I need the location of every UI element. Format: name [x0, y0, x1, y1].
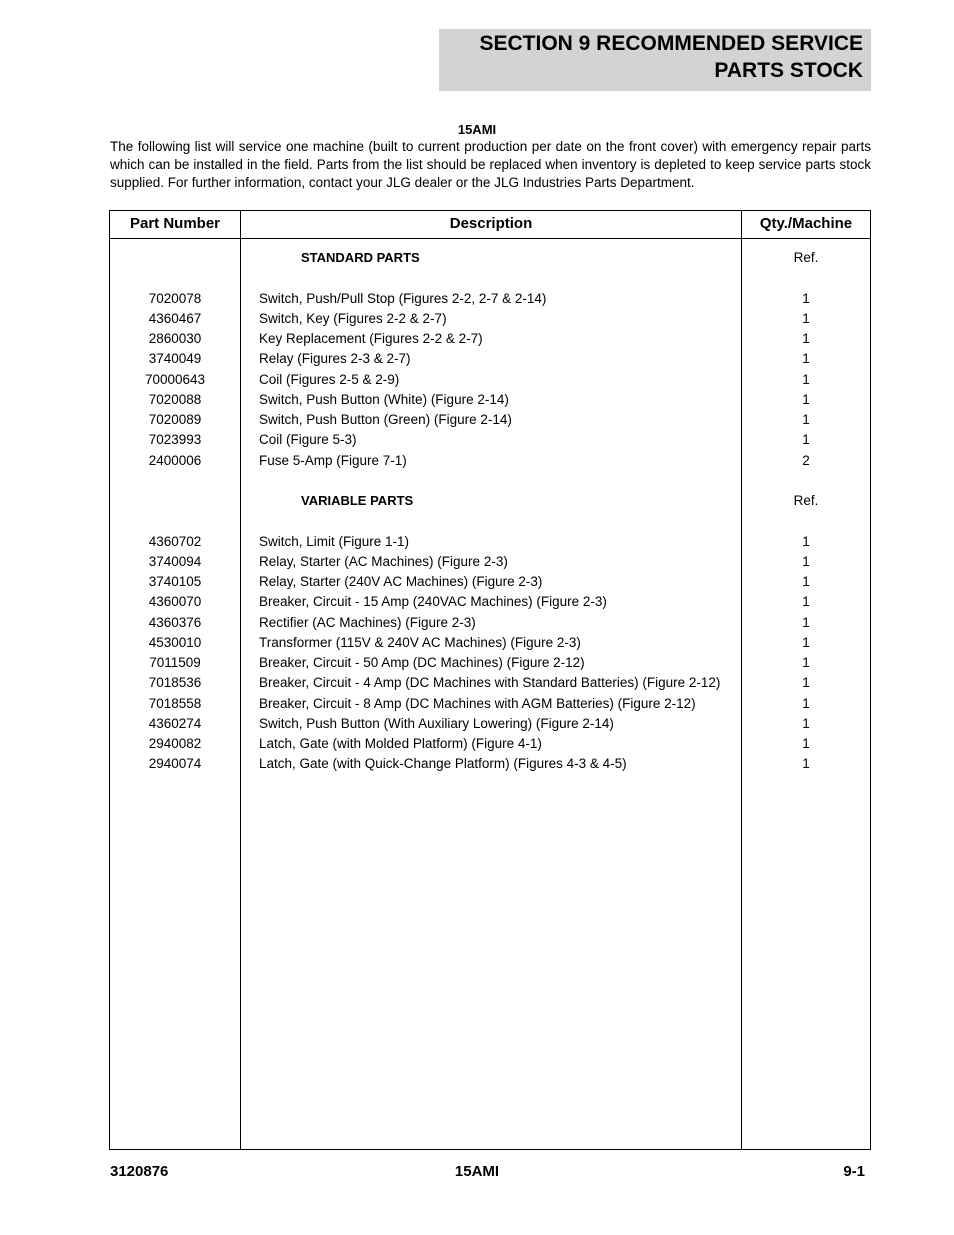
- part-number-cell: 7018558: [148, 695, 202, 711]
- table-row: [110, 430, 870, 450]
- description-cell: Relay (Figures 2-3 & 2-7): [259, 351, 411, 367]
- description-cell: Fuse 5-Amp (Figure 7-1): [259, 452, 407, 468]
- section-header: [439, 29, 871, 91]
- qty-cell: Ref.: [793, 493, 819, 508]
- qty-cell: 1: [802, 675, 810, 691]
- column-header-part-number: Part Number: [129, 215, 221, 232]
- description-cell: VARIABLE PARTS: [301, 493, 414, 508]
- part-number-cell: 4360376: [148, 614, 202, 630]
- table-row: [110, 613, 870, 633]
- description-cell: Switch, Push Button (With Auxiliary Lowering) (Figure 2-14): [259, 715, 614, 731]
- table-row: [110, 370, 870, 390]
- column-header-qty: Qty./Machine: [759, 215, 853, 232]
- part-number-cell: 7020089: [148, 412, 202, 427]
- description-cell: Latch, Gate (with Quick-Change Platform) (Figures 4-3 & 4-5): [259, 756, 627, 772]
- section-title-line1: SECTION 9 RECOMMENDED SERVICE: [479, 32, 863, 55]
- description-cell: Relay, Starter (AC Machines) (Figure 2-3): [259, 553, 508, 569]
- description-cell: Key Replacement (Figures 2-2 & 2-7): [259, 331, 483, 346]
- qty-cell: 1: [802, 614, 810, 630]
- part-number-cell: 7018536: [148, 675, 202, 691]
- table-section-heading: [110, 248, 870, 268]
- qty-cell: 1: [802, 432, 810, 448]
- qty-cell: 1: [802, 715, 810, 731]
- table-row: [110, 714, 870, 734]
- qty-cell: 1: [802, 574, 810, 589]
- description-cell: Breaker, Circuit - 15 Amp (240VAC Machines) (Figure 2-3): [259, 594, 607, 610]
- part-number-cell: 4360467: [148, 310, 202, 326]
- part-number-cell: 4360702: [148, 533, 202, 549]
- description-cell: Coil (Figures 2-5 & 2-9): [259, 371, 400, 387]
- table-row: [110, 673, 870, 693]
- qty-cell: 1: [802, 391, 810, 407]
- table-row: [110, 653, 870, 673]
- qty-cell: 1: [802, 736, 810, 751]
- table-row: [110, 289, 870, 309]
- description-cell: Switch, Key (Figures 2-2 & 2-7): [259, 310, 447, 326]
- part-number-cell: 4360274: [148, 715, 202, 731]
- qty-cell: 1: [802, 634, 810, 650]
- part-number-cell: 4530010: [148, 634, 202, 650]
- part-number-cell: 70000643: [144, 371, 206, 387]
- part-number-cell: 2940074: [148, 756, 202, 772]
- qty-cell: 1: [802, 533, 810, 549]
- table-section-heading: [110, 491, 870, 511]
- table-row: [110, 268, 870, 288]
- part-number-cell: 7011509: [149, 655, 201, 670]
- part-number-cell: 2940082: [148, 736, 202, 751]
- table-row: [110, 471, 870, 491]
- footer-doc-number: 3120876: [110, 1163, 169, 1180]
- qty-cell: 1: [802, 371, 810, 387]
- table-row: [110, 633, 870, 653]
- column-header-description: Description: [449, 215, 533, 232]
- part-number-cell: 7023993: [148, 432, 202, 448]
- table-row: [110, 451, 870, 471]
- description-cell: Coil (Figure 5-3): [259, 432, 357, 448]
- qty-cell: 1: [802, 553, 810, 569]
- qty-cell: 2: [802, 452, 810, 468]
- qty-cell: 1: [802, 412, 810, 427]
- description-cell: Switch, Limit (Figure 1-1): [259, 533, 410, 549]
- footer-model: 15AMI: [454, 1163, 500, 1180]
- qty-cell: 1: [802, 290, 810, 306]
- table-row: [110, 754, 870, 774]
- table-row: [110, 329, 870, 349]
- description-cell: Switch, Push/Pull Stop (Figures 2-2, 2-7 & 2-14): [259, 290, 547, 306]
- part-number-cell: 2860030: [148, 331, 202, 346]
- qty-cell: 1: [802, 310, 810, 326]
- table-row: [110, 410, 870, 430]
- qty-cell: 1: [802, 351, 810, 367]
- model-title: 15AMI: [457, 122, 497, 137]
- description-cell: Relay, Starter (240V AC Machines) (Figure 2-3): [259, 574, 543, 589]
- table-row: [110, 511, 870, 531]
- part-number-cell: 3740094: [148, 553, 202, 569]
- table-row: [110, 572, 870, 592]
- description-cell: Latch, Gate (with Molded Platform) (Figure 4-1): [259, 736, 542, 751]
- part-number-cell: 7020088: [148, 391, 202, 407]
- table-row: [110, 552, 870, 572]
- table-row: [110, 532, 870, 552]
- table-body: [110, 248, 870, 775]
- description-cell: Breaker, Circuit - 50 Amp (DC Machines) (Figure 2-12): [259, 655, 585, 670]
- qty-cell: 1: [802, 695, 810, 711]
- qty-cell: 1: [802, 331, 810, 346]
- table-row: [110, 694, 870, 714]
- table-row: [110, 349, 870, 369]
- table-row: [110, 309, 870, 329]
- table-row: [110, 592, 870, 612]
- table-row: [110, 734, 870, 754]
- description-cell: STANDARD PARTS: [301, 250, 420, 265]
- part-number-cell: 4360070: [148, 594, 202, 610]
- footer-page-number: 9-1: [843, 1163, 865, 1180]
- description-cell: Transformer (115V & 240V AC Machines) (Figure 2-3): [259, 634, 581, 650]
- table-row: [110, 390, 870, 410]
- intro-paragraph: The following list will service one machine (built to current production per date on the front cover) with emergency repair parts which can be installed in the field. Parts from the list should be replaced when inventory is depleted to keep service parts stock supplied. For further information, contact your JLG dealer or the JLG Industries Parts Department.: [110, 139, 871, 190]
- description-cell: Breaker, Circuit - 8 Amp (DC Machines with AGM Batteries) (Figure 2-12): [259, 695, 696, 711]
- description-cell: Breaker, Circuit - 4 Amp (DC Machines with Standard Batteries) (Figure 2-12): [259, 675, 721, 691]
- part-number-cell: 2400006: [148, 452, 202, 468]
- header-divider: [110, 238, 870, 239]
- part-number-cell: 3740049: [148, 351, 202, 367]
- section-title-line2: PARTS STOCK: [714, 59, 863, 82]
- qty-cell: 1: [802, 756, 810, 772]
- qty-cell: 1: [802, 655, 810, 670]
- part-number-cell: 7020078: [148, 290, 202, 306]
- qty-cell: Ref.: [793, 250, 819, 265]
- parts-table: [109, 210, 871, 1150]
- description-cell: Rectifier (AC Machines) (Figure 2-3): [259, 614, 476, 630]
- qty-cell: 1: [802, 594, 810, 610]
- description-cell: Switch, Push Button (White) (Figure 2-14): [259, 391, 509, 407]
- part-number-cell: 3740105: [148, 574, 202, 589]
- description-cell: Switch, Push Button (Green) (Figure 2-14): [259, 412, 512, 427]
